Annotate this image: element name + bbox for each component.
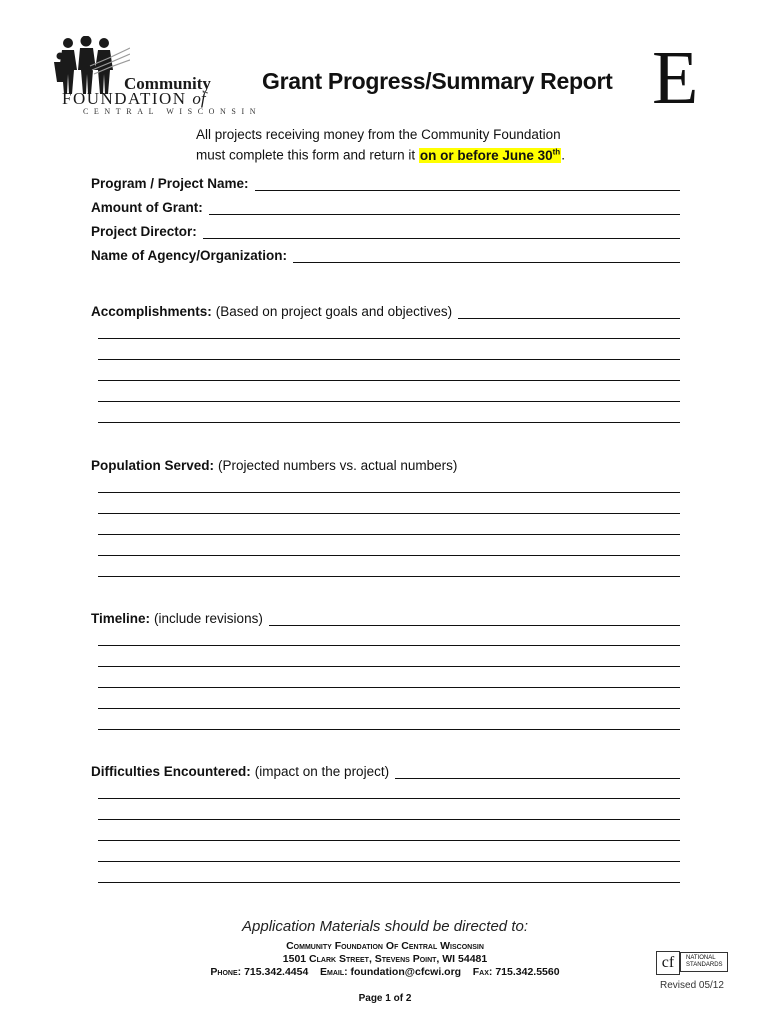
header-spacer — [463, 460, 680, 473]
answer-line[interactable] — [98, 687, 680, 688]
intro-line-1: All projects receiving money from the Community Foundation — [196, 127, 561, 142]
section-note: (Based on project goals and objectives) — [215, 304, 453, 319]
revised-date: Revised 05/12 — [660, 980, 724, 991]
field-label: Project Director: — [91, 224, 197, 239]
intro-text — [196, 126, 565, 164]
intro-line-2-prefix: must complete this form and return it — [196, 147, 419, 163]
directed-to-heading: Application Materials should be directed to: — [242, 918, 528, 935]
field-label: Program / Project Name: — [91, 176, 249, 191]
answer-line[interactable] — [395, 765, 680, 779]
badge-line-1: NATIONAL — [686, 955, 716, 961]
deadline-text: on or before June 30 — [419, 147, 553, 163]
org-address: 1501 Clark Street, Stevens Point, WI 54481 — [282, 953, 488, 965]
timeline-section — [91, 611, 680, 626]
section-header — [91, 304, 680, 319]
intro-line-2 — [196, 143, 565, 164]
logo-of-word: of — [192, 89, 206, 108]
national-standards-badge — [656, 951, 730, 975]
section-label: Accomplishments: — [91, 304, 212, 319]
section-header — [91, 611, 680, 626]
page-number: Page 1 of 2 — [358, 993, 412, 1004]
section-label: Timeline: — [91, 611, 151, 626]
phone-number: 715.342.4454 — [244, 966, 309, 978]
answer-line[interactable] — [98, 359, 680, 360]
answer-line[interactable] — [98, 555, 680, 556]
foundation-logo — [50, 36, 262, 120]
section-label: Difficulties Encountered: — [91, 764, 251, 779]
answer-line[interactable] — [269, 612, 680, 626]
grant-amount-input-line[interactable] — [209, 201, 680, 215]
form-letter: E — [652, 36, 699, 120]
logo-central-wisconsin-text: CENTRAL WISCONSIN — [83, 107, 262, 116]
population-served-section — [91, 458, 680, 473]
answer-line[interactable] — [98, 534, 680, 535]
project-director-field — [91, 224, 680, 239]
program-name-field — [91, 176, 680, 191]
logo-foundation-text — [62, 89, 206, 109]
answer-line[interactable] — [98, 708, 680, 709]
badge-line-2: STANDARDS — [686, 962, 723, 968]
answer-line[interactable] — [98, 576, 680, 577]
grant-amount-field — [91, 200, 680, 215]
contact-line — [0, 966, 770, 978]
deadline-superscript: th — [552, 147, 561, 156]
logo-foundation-word: FOUNDATION — [62, 89, 187, 108]
email-label: Email: — [319, 966, 348, 978]
logo-community-text: Community — [124, 74, 211, 93]
answer-line[interactable] — [98, 666, 680, 667]
answer-line[interactable] — [98, 861, 680, 862]
difficulties-section — [91, 764, 680, 779]
national-standards-text — [680, 952, 728, 972]
answer-line[interactable] — [98, 380, 680, 381]
cf-logo-icon: cf — [656, 951, 680, 975]
section-note: (include revisions) — [154, 611, 263, 626]
section-note: (impact on the project) — [254, 764, 390, 779]
people-logo-icon — [50, 36, 130, 96]
answer-line[interactable] — [98, 882, 680, 883]
page-title: Grant Progress/Summary Report — [262, 68, 613, 94]
project-director-input-line[interactable] — [203, 225, 680, 239]
accomplishments-section — [91, 304, 680, 319]
section-note: (Projected numbers vs. actual numbers) — [218, 458, 458, 473]
answer-line[interactable] — [98, 819, 680, 820]
answer-line[interactable] — [98, 401, 680, 402]
answer-line[interactable] — [98, 645, 680, 646]
section-header — [91, 458, 680, 473]
program-name-input-line[interactable] — [255, 177, 680, 191]
fax-number: 715.342.5560 — [495, 966, 560, 978]
email-link[interactable]: foundation@cfcwi.org — [350, 966, 462, 978]
answer-line[interactable] — [98, 492, 680, 493]
answer-line[interactable] — [98, 338, 680, 339]
phone-label: Phone: — [210, 966, 242, 978]
section-label: Population Served: — [91, 458, 215, 473]
fax-label: Fax: — [472, 966, 493, 978]
deadline-highlight — [419, 148, 561, 163]
intro-line-2-suffix: . — [561, 147, 565, 163]
answer-line[interactable] — [98, 798, 680, 799]
answer-line[interactable] — [458, 305, 680, 319]
answer-line[interactable] — [98, 729, 680, 730]
field-label: Name of Agency/Organization: — [91, 248, 288, 263]
field-label: Amount of Grant: — [91, 200, 203, 215]
answer-line[interactable] — [98, 422, 680, 423]
answer-line[interactable] — [98, 840, 680, 841]
section-header — [91, 764, 680, 779]
agency-name-field — [91, 248, 680, 263]
agency-name-input-line[interactable] — [293, 249, 680, 263]
answer-line[interactable] — [98, 513, 680, 514]
org-name: Community Foundation Of Central Wisconsin — [286, 940, 484, 952]
